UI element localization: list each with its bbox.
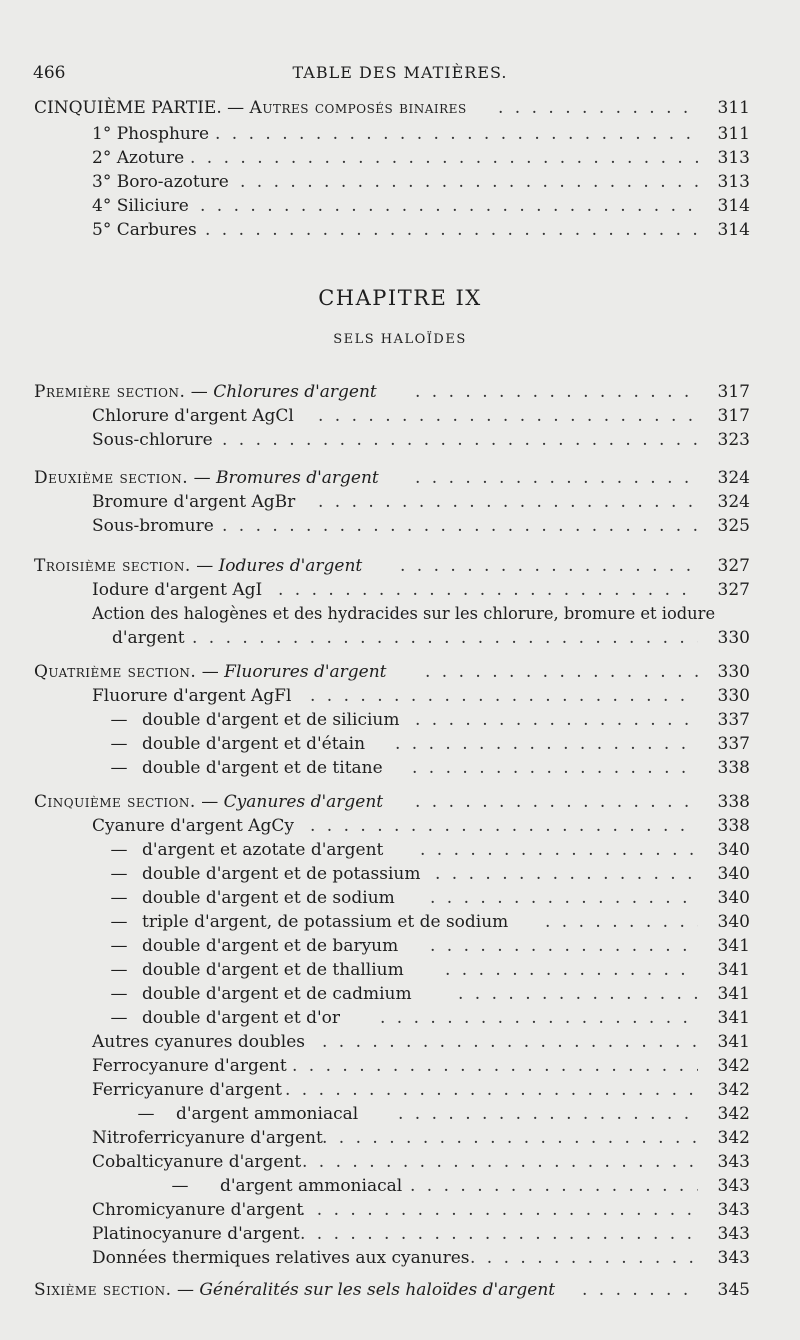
toc-label: Iodure d'argent AgI — [92, 580, 263, 600]
toc-page: 341 — [717, 1008, 750, 1028]
dot-leader — [302, 1150, 698, 1174]
dot-leader — [458, 982, 698, 1006]
toc-page: 343 — [717, 1248, 750, 1268]
toc-entry[interactable]: — double d'argent et de thallium . . . 341 — [0, 958, 800, 982]
section-title: Bromures d'argent — [215, 468, 379, 488]
toc-page: 317 — [717, 382, 750, 402]
toc-entry[interactable] — [0, 490, 800, 514]
toc-page: 341 — [717, 960, 750, 980]
section-name: Première section. — [34, 382, 186, 402]
toc-page: 340 — [717, 864, 750, 884]
dot-leader — [415, 466, 698, 490]
toc-entry[interactable] — [0, 122, 800, 146]
toc-entry[interactable] — [0, 814, 800, 838]
part-subtitle: Autres composés binaires — [249, 98, 467, 118]
section-name: Deuxième section. — [34, 468, 189, 488]
toc-page: 341 — [717, 984, 750, 1004]
dot-leader — [222, 428, 698, 452]
toc-entry[interactable] — [0, 1030, 800, 1054]
toc-label: double d'argent et de sodium — [142, 888, 395, 908]
toc-entry[interactable] — [0, 1198, 800, 1222]
toc-entry[interactable]: — double d'argent et de titane . . . 338 — [0, 756, 800, 780]
toc-label: double d'argent et de potassium — [142, 864, 421, 884]
toc-label: Cyanure d'argent AgCy — [92, 816, 294, 836]
toc-page: 324 — [717, 468, 750, 488]
toc-page: 340 — [717, 912, 750, 932]
toc-page: 330 — [717, 628, 750, 648]
dot-leader — [215, 122, 698, 146]
toc-entry[interactable]: — double d'argent et d'étain . . . 337 — [0, 732, 800, 756]
toc-page: 311 — [717, 98, 750, 118]
toc-label: Sous-chlorure — [92, 430, 213, 450]
section-name: Quatrième section. — [34, 662, 197, 682]
toc-page: 342 — [717, 1056, 750, 1076]
toc-page: 343 — [717, 1224, 750, 1244]
toc-section-entry[interactable]: Troisième section. — Iodures d'argent . . . 327 — [0, 554, 800, 578]
dot-leader — [200, 194, 698, 218]
section-name: Sixième section. — [34, 1280, 172, 1300]
toc-label: Bromure d'argent AgBr — [92, 492, 296, 512]
dot-leader — [400, 554, 698, 578]
toc-page: 340 — [717, 840, 750, 860]
toc-label: Fluorure d'argent AgFl — [92, 686, 292, 706]
toc-section-entry[interactable]: Première section. — Chlorures d'argent . . . 317 — [0, 380, 800, 404]
toc-label: 5° Carbures — [92, 220, 197, 240]
toc-label: Cobalticyanure d'argent — [92, 1152, 302, 1172]
toc-page: 325 — [717, 516, 750, 536]
dot-leader — [300, 1198, 698, 1222]
toc-entry[interactable] — [0, 1078, 800, 1102]
toc-entry[interactable]: — triple d'argent, de potassium et de sodium . . . 340 — [0, 910, 800, 934]
toc-page: 317 — [717, 406, 750, 426]
toc-label: double d'argent et de baryum — [142, 936, 399, 956]
toc-page: 314 — [717, 220, 750, 240]
dot-leader — [240, 170, 698, 194]
toc-entry[interactable] — [0, 1054, 800, 1078]
toc-page: 342 — [717, 1104, 750, 1124]
toc-page: 327 — [717, 580, 750, 600]
toc-label: Données thermiques relatives aux cyanures — [92, 1248, 470, 1268]
toc-section-entry[interactable]: Sixième section. — Généralités sur les sels haloïdes d'argent . . . 345 — [0, 1278, 800, 1302]
dot-leader — [425, 660, 698, 684]
dot-leader — [380, 1006, 698, 1030]
toc-page: 343 — [717, 1152, 750, 1172]
dot-leader — [310, 814, 698, 838]
toc-page: 343 — [717, 1200, 750, 1220]
toc-label: double d'argent et de silicium — [142, 710, 400, 730]
toc-page: 341 — [717, 936, 750, 956]
toc-page: 330 — [717, 686, 750, 706]
dot-leader — [300, 1222, 698, 1246]
toc-label: double d'argent et de thallium — [142, 960, 404, 980]
toc-page: 341 — [717, 1032, 750, 1052]
toc-entry[interactable] — [0, 194, 800, 218]
toc-entry[interactable]: — double d'argent et d'or . . . 341 — [0, 1006, 800, 1030]
toc-label: double d'argent et de titane — [142, 758, 383, 778]
toc-entry[interactable] — [0, 1126, 800, 1150]
toc-entry[interactable] — [0, 1150, 800, 1174]
toc-entry[interactable] — [0, 218, 800, 242]
section-name: Cinquième section. — [34, 792, 196, 812]
toc-page: 338 — [717, 816, 750, 836]
dot-leader — [498, 96, 698, 120]
dot-leader — [190, 146, 698, 170]
section-title: Généralités sur les sels haloïdes d'argent — [199, 1280, 556, 1300]
dot-leader — [222, 514, 698, 538]
toc-label: Autres cyanures doubles — [92, 1032, 306, 1052]
toc-entry[interactable]: — double d'argent et de baryum . . . 341 — [0, 934, 800, 958]
toc-label: d'argent ammoniacal — [220, 1176, 403, 1196]
dot-leader — [285, 1078, 698, 1102]
toc-page: 337 — [717, 710, 750, 730]
toc-section-entry[interactable]: Quatrième section. — Fluorures d'argent . . . 330 — [0, 660, 800, 684]
dot-leader — [192, 626, 698, 650]
toc-entry[interactable]: — d'argent ammoniacal . . . 342 — [0, 1102, 800, 1126]
toc-entry[interactable] — [0, 1222, 800, 1246]
toc-page: 311 — [717, 124, 750, 144]
dot-leader — [310, 684, 698, 708]
toc-page: 340 — [717, 888, 750, 908]
toc-entry[interactable] — [0, 684, 800, 708]
dot-leader — [415, 708, 698, 732]
dot-leader — [420, 838, 698, 862]
toc-page: 337 — [717, 734, 750, 754]
dot-leader — [415, 380, 698, 404]
toc-entry[interactable] — [0, 428, 800, 452]
toc-page: 345 — [717, 1280, 750, 1300]
running-header — [0, 60, 800, 86]
dot-leader — [318, 490, 698, 514]
toc-entry[interactable] — [0, 404, 800, 428]
dot-leader — [278, 578, 698, 602]
toc-label: 1° Phosphure — [92, 124, 210, 144]
toc-label: d'argent et azotate d'argent — [142, 840, 384, 860]
toc-part-entry[interactable]: CINQUIÈME PARTIE. — Autres composés binaires . . . 311 — [0, 96, 800, 120]
dot-leader — [292, 1054, 698, 1078]
toc-entry[interactable] — [0, 626, 800, 650]
toc-label: 4° Siliciure — [92, 196, 189, 216]
toc-page: 324 — [717, 492, 750, 512]
toc-label: Nitroferricyanure d'argent — [92, 1128, 323, 1148]
toc-entry[interactable]: — double d'argent et de silicium . . . 337 — [0, 708, 800, 732]
toc-entry[interactable]: — double d'argent et de potassium . . . 340 — [0, 862, 800, 886]
dot-leader — [410, 1174, 698, 1198]
toc-label: Ferrocyanure d'argent — [92, 1056, 287, 1076]
toc-section-entry[interactable]: Deuxième section. — Bromures d'argent . . . 324 — [0, 466, 800, 490]
dot-leader — [445, 958, 698, 982]
chapter-subtitle: SELS HALOÏDES — [333, 332, 467, 347]
toc-entry[interactable] — [0, 1246, 800, 1270]
dot-leader — [322, 1030, 698, 1054]
dot-leader — [415, 790, 698, 814]
dot-leader — [322, 1126, 698, 1150]
dot-leader — [395, 732, 698, 756]
toc-label: triple d'argent, de potassium et de sodium — [142, 912, 509, 932]
toc-label: Sous-bromure — [92, 516, 214, 536]
dot-leader — [412, 756, 698, 780]
toc-entry[interactable] — [0, 146, 800, 170]
toc-label: d'argent — [112, 628, 185, 648]
running-title: TABLE DES MATIÈRES. — [292, 63, 508, 82]
dot-leader — [470, 1246, 698, 1270]
part-title: CINQUIÈME PARTIE. — [34, 98, 222, 118]
toc-label: double d'argent et d'or — [142, 1008, 341, 1028]
toc-page: 313 — [717, 172, 750, 192]
chapter-title: CHAPITRE IX — [318, 286, 482, 310]
dot-leader — [430, 886, 698, 910]
toc-section-entry[interactable]: Cinquième section. — Cyanures d'argent . . . 338 — [0, 790, 800, 814]
toc-label: double d'argent et d'étain — [142, 734, 366, 754]
toc-entry[interactable]: — d'argent et azotate d'argent . . . 340 — [0, 838, 800, 862]
toc-label: d'argent ammoniacal — [176, 1104, 359, 1124]
dot-leader — [430, 934, 698, 958]
toc-page: 342 — [717, 1080, 750, 1100]
toc-page: 330 — [717, 662, 750, 682]
section-title: Cyanures d'argent — [223, 792, 384, 812]
toc-entry[interactable] — [0, 578, 800, 602]
dot-leader — [205, 218, 698, 242]
dot-leader — [545, 910, 698, 934]
page-number: 466 — [33, 63, 66, 83]
section-title: Fluorures d'argent — [224, 662, 387, 682]
toc-page: 343 — [717, 1176, 750, 1196]
section-name: Troisième section. — [34, 556, 191, 576]
toc-entry[interactable] — [0, 170, 800, 194]
section-title: Iodures d'argent — [218, 556, 363, 576]
toc-label-multiline[interactable]: Action des halogènes et des hydracides sur les chlorure, bromure et iodure — [92, 604, 716, 623]
toc-page: 338 — [717, 758, 750, 778]
toc-page: 342 — [717, 1128, 750, 1148]
toc-page: 327 — [717, 556, 750, 576]
toc-label: double d'argent et de cadmium — [142, 984, 412, 1004]
toc-label: Chromicyanure d'argent — [92, 1200, 304, 1220]
toc-entry[interactable]: — d'argent ammoniacal . . . 343 — [0, 1174, 800, 1198]
toc-label: Chlorure d'argent AgCl — [92, 406, 294, 426]
dot-leader — [435, 862, 698, 886]
toc-label: Platinocyanure d'argent — [92, 1224, 300, 1244]
section-title: Chlorures d'argent — [213, 382, 377, 402]
toc-entry[interactable]: — double d'argent et de cadmium . . . 341 — [0, 982, 800, 1006]
dot-leader — [318, 404, 698, 428]
toc-label: Ferricyanure d'argent — [92, 1080, 282, 1100]
toc-page: 313 — [717, 148, 750, 168]
dot-leader — [398, 1102, 698, 1126]
toc-entry[interactable]: — double d'argent et de sodium . . . 340 — [0, 886, 800, 910]
toc-label: 2° Azoture — [92, 148, 185, 168]
toc-label: 3° Boro-azoture — [92, 172, 229, 192]
toc-page: 338 — [717, 792, 750, 812]
toc-entry[interactable] — [0, 514, 800, 538]
dot-leader — [582, 1278, 698, 1302]
toc-page: 314 — [717, 196, 750, 216]
toc-page: 323 — [717, 430, 750, 450]
